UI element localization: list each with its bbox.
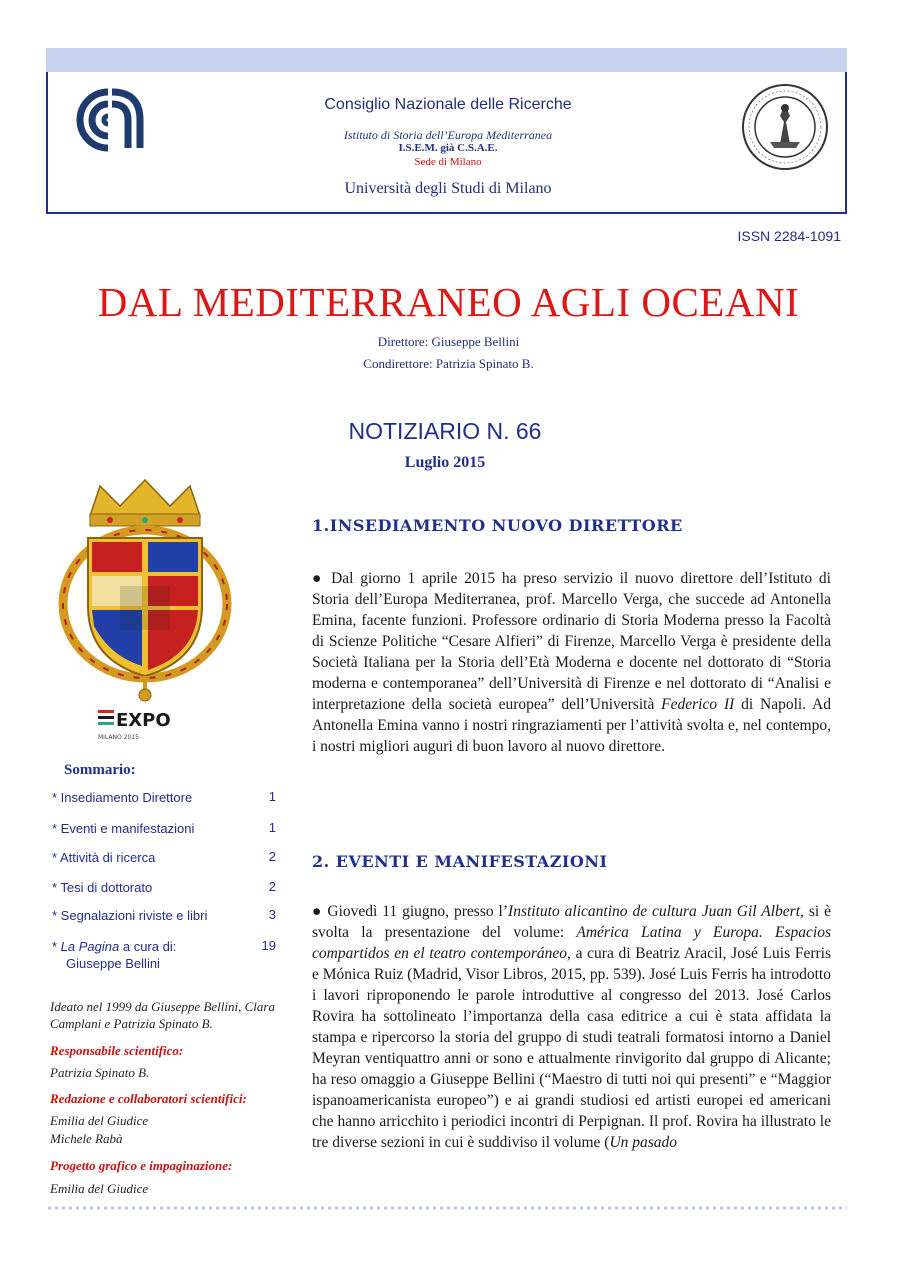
coat-of-arms-icon <box>50 476 240 704</box>
sommario-item-prefix: * <box>52 939 61 954</box>
sommario-item-label: * Tesi di dottorato <box>52 880 153 895</box>
director: Direttore: Giuseppe Bellini <box>377 334 520 349</box>
sommario-item-suffix: a cura di: <box>119 939 177 954</box>
cnr-logo-icon <box>68 88 148 152</box>
university-name: Università degli Studi di Milano <box>344 180 552 197</box>
sommario-item-label: * Eventi e manifestazioni <box>52 821 195 836</box>
section-1-heading: 1.INSEDIAMENTO NUOVO DIRETTORE <box>312 516 683 535</box>
co-director: Condirettore: Patrizia Spinato B. <box>363 356 534 371</box>
sommario-item-page: 1 <box>268 820 276 835</box>
expo-wordmark: EXPO <box>116 710 171 731</box>
sommario-item-label: * Segnalazioni riviste e libri <box>52 908 208 923</box>
top-band <box>46 48 847 72</box>
sommario-item-page: 2 <box>268 879 276 894</box>
editorial-name-2: Michele Rabà <box>50 1131 123 1146</box>
sommario-title: Sommario: <box>64 762 136 778</box>
institute-name: Istituto di Storia dell’Europa Mediterranea <box>343 128 553 142</box>
sommario-item-label: * Attività di ricerca <box>52 850 156 865</box>
section-2-heading: 2. EVENTI E MANIFESTAZIONI <box>312 852 608 871</box>
expo-logo-icon <box>96 706 196 746</box>
responsible-label: Responsabile scientifico: <box>50 1043 184 1058</box>
issue-date: Luglio 2015 <box>404 454 486 471</box>
footer-dotted-rule <box>46 1206 847 1210</box>
sommario-item-title: La Pagina <box>60 939 120 954</box>
editorial-label: Redazione e collaboratori scientifici: <box>50 1091 247 1106</box>
sommario-item-page: 1 <box>268 789 276 804</box>
journal-title: DAL MEDITERRANEO AGLI OCEANI <box>97 279 800 325</box>
section-2-body: ● Giovedì 11 giugno, presso l’Instituto alicantino de cultura Juan Gil Albert, si è svolta la presentazione del volume: América Latina y Europa. Espacios compartidos en el teatro contemporáneo, a cura di Beatriz Aracil, José Luis Ferris e Mónica Ruiz (Madrid, Visor Libros, 2015, pp. 539). José Luis Ferris ha introdotto i lavori riproponendo le parole introduttive al congresso del 2013. José Carlos Rovira ha sottolineato l’importanza della casa editrice a cui è stata affidata la stampa e ripercorso la storia del gruppo di studi teatrali formatosi intorno a Daniel Meyran ventiquattro anni or sono e attualmente rinvigorito dal gruppo di Alicante; ha reso omaggio a Giuseppe Bellini (“Maestro di tutti noi qui presenti” e “Maggior ispanoamericanista europeo”) e ai grandi studiosi ed artisti europei ed americani che hanno arricchito i periodici incontri di Perpignan. Il prof. Rovira ha illustrato le tre diverse sezioni in cui è suddiviso il volume (Un pasado <box>312 903 831 1151</box>
issue-number: NOTIZIARIO N. 66 <box>348 418 542 444</box>
issn: ISSN 2284-1091 <box>737 228 841 244</box>
sommario-item-page: 19 <box>261 938 276 953</box>
sommario-item-label: * Insediamento Direttore <box>52 790 193 805</box>
founded-note: Ideato nel 1999 da Giuseppe Bellini, Clara Camplani e Patrizia Spinato B. <box>50 999 275 1031</box>
institution-name: Consiglio Nazionale delle Ricerche <box>324 96 572 113</box>
design-label: Progetto grafico e impaginazione: <box>50 1158 233 1173</box>
design-name: Emilia del Giudice <box>50 1181 149 1196</box>
header-box <box>46 72 847 214</box>
institute-acronym: I.S.E.M. già C.S.A.E. <box>398 142 498 154</box>
sommario-item-page: 3 <box>268 907 276 922</box>
sommario-item-page: 2 <box>268 849 276 864</box>
sommario-item-line2: Giuseppe Bellini <box>66 956 160 971</box>
seat: Sede di Milano <box>414 156 482 168</box>
editorial-name-1: Emilia del Giudice <box>50 1113 149 1128</box>
university-seal-icon <box>740 82 830 172</box>
expo-subtitle: MILANO 2015 <box>98 734 139 741</box>
responsible-name: Patrizia Spinato B. <box>50 1065 150 1080</box>
section-1-body: ● Dal giorno 1 aprile 2015 ha preso servizio il nuovo direttore dell’Istituto di Storia dell’Europa Mediterranea, prof. Marcello Verga, che succede ad Antonella Emina, facente funzioni. Professore ordinario di Storia Moderna presso la Facoltà di Scienze Politiche “Cesare Alfieri” di Firenze, Marcello Verga è presidente della Società Italiana per la Storia dell’Età Moderna e docente nel dottorato di “Storia moderna e contemporanea” dell’Università di Firenze e nel dottorato di “Analisi e interpretazione della società europea” dell’Università Federico II di Napoli. Ad Antonella Emina vanno i nostri ringraziamenti per l’attività svolta e, nel contempo, i nostri migliori auguri di buon lavoro al nuovo direttore. <box>312 570 831 755</box>
